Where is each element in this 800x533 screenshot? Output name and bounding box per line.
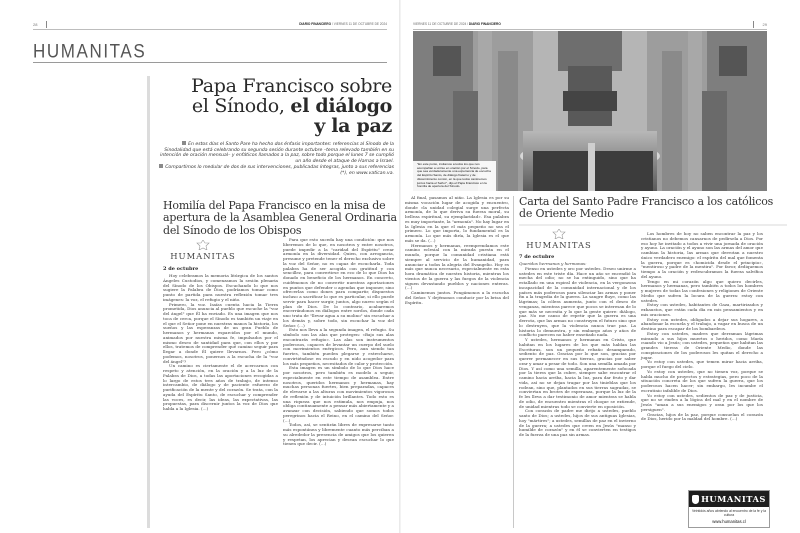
humanitas-logo-right bbox=[519, 229, 599, 250]
letter-column-1 bbox=[519, 262, 636, 438]
logo-wordmark: HUMANITAS bbox=[526, 240, 592, 250]
body-paragraph: Yo estoy con ustedes, sedientos de paz y de justicia, que no se rinden a la lógica del mal y en el nombre de Jesús "aman a sus enemigos y oran por los que los persiguen". bbox=[641, 392, 763, 412]
running-header-left bbox=[33, 20, 387, 30]
running-header-right bbox=[413, 20, 767, 30]
body-paragraph: Estoy con ustedes, habitantes de Gaza, martirizados y exhaustos, que están cada día en mis pensamientos y en mis oraciones. bbox=[641, 302, 763, 317]
column-divider bbox=[513, 196, 514, 528]
ad-tagline: Veintidós años abriendo al encuentro de la fe y la cultura bbox=[691, 509, 767, 518]
lead-paragraph bbox=[156, 164, 394, 176]
page-number-left: 28 bbox=[33, 22, 38, 27]
body-paragraph: Para que esto suceda hay una condición: que nos liberemos de lo que, en nosotros y entre nosotros, puede impedir a la "caridad del Espíritu" crear armonía en la diversidad. Quien, con arrogancia, presume y pretende tener el derecho exclusivo sobre la voz del Señor, no es capaz de escucharla. Toda palabra ha de ser acogida con gratitud y con sencillez, para convertirse en eco de lo que Dios ha donado en beneficio de los hermanos. En concreto, cuidémonos de no convertir nuestras aportaciones en puntos que defender o agendas que imponer, sino ofrecerlas como dones para compartir, dispuestos incluso a sacrificar lo que es particular, si ello puede servir para hacer surgir, juntos, algo nuevo según el plan de Dios. De lo contrario, acabaremos encerrándonos en diálogos entre sordos, donde cada uno trata de "llevar agua a su molino" sin escuchar a los demás y, sobre todo, sin escuchar la voz del Señor. (…) bbox=[283, 237, 394, 328]
crest-icon bbox=[692, 495, 699, 504]
section-rule bbox=[33, 62, 387, 63]
body-paragraph: Esta imagen es un símbolo de lo que Dios hace por nosotros, pero también es modelo a seguir, especialmente en este tiempo de asamblea. Entre nosotros, queridos hermanos y hermanas, hay muchas personas fuertes, bien preparadas, capaces de elevarse a las alturas con movimientos vigorosos de reflexión y de intuición brillantes. Todo esto es una riqueza que nos estimula, nos empuja, nos obliga continuamente a pensar más abiertamente y a avanzar con decisión, sabiendo que somos todos peregrinos hacia el Reino, en el camino del Señor. (…) bbox=[283, 365, 394, 423]
page-headline bbox=[150, 76, 392, 136]
publication-name: DIARIO FINANCIERO bbox=[468, 22, 501, 26]
page-gutter bbox=[399, 0, 401, 533]
headline-line-1: Papa Francisco sobre bbox=[191, 75, 392, 97]
headline-line-2-bold: el diálogo bbox=[290, 95, 392, 117]
body-paragraph: Gracias, hijos de la paz, porque consuelan el corazón de Dios, herido por la maldad del hombre. (…) bbox=[641, 411, 763, 422]
letter-salutation: Queridos hermanos y hermanas: bbox=[519, 261, 587, 266]
basilica-photo bbox=[413, 31, 767, 191]
homily-column-2 bbox=[283, 238, 394, 447]
letter-date: 7 de octubre bbox=[519, 254, 555, 260]
body-paragraph: Yo estoy con ustedes, que temen mirar hacia arriba, porque el fuego del cielo. bbox=[641, 359, 763, 369]
headline-line-2-regular: el Sínodo, bbox=[191, 95, 291, 117]
body-paragraph: Todos, así, se sentirán libres de expresarse tanto más espontánea y libremente cuanto más perciban a su alrededor la presencia de amigos que los quieren y respetan, los aprecian y desean escuchar lo que tienen que decir. (…) bbox=[283, 422, 394, 447]
letter-title: Carta del Santo Padre Francisco a los católicos de Oriente Medio bbox=[519, 195, 774, 221]
title-rule bbox=[519, 224, 787, 226]
body-paragraph: Un camino es ciertamente el de acercarnos con respeto y atención, en la oración y a la luz de la Palabra de Dios, a todas las aportaciones recogidas a lo largo de estos tres años de trabajo, de intenso intercambio, de diálogo y de paciente esfuerzo de purificación de la mente y del corazón. Se trata, con la ayuda del Espíritu Santo, de escuchar y comprender las voces, es decir, las ideas, las expectativas, las propuestas, para discernir juntos la voz de Dios que habla a la Iglesia. (…) bbox=[163, 363, 278, 411]
publication-dateline-right bbox=[413, 22, 501, 26]
headline-line-2 bbox=[150, 96, 392, 116]
header-tick bbox=[46, 21, 47, 28]
lead-text-1: En estos días el Santo Pare ha hecho dos énfasis importantes: referencias al Sínodo de la Sinodalidad que está celebrando su segunda sesión durante octubre –tema relevado también en su intención de oración mensual– y enfáticos llamados a la paz, sobre todo porque el lunes 7 se cumplió un año desde el ataque de Hamas a Israel. bbox=[160, 142, 394, 164]
issue-date: VIERNES 11 DE OCTUBRE DE 2024 / bbox=[413, 22, 469, 26]
body-paragraph: Y ustedes, hermanos y hermanas en Cristo, que habitan en los lugares de los que más hablan las Escrituras, son un pequeño rebaño desamparado, sediento de paz. Gracias por lo que son, gracias por querer permanecer en sus tierras, gracias por saber orar y amar a pesar de todo. Son una semilla amada por Dios. Y así como una semilla, aparentemente sofocada por la tierra que la cubre, siempre sabe encontrar el camino hacia arriba, hacia la luz, para dar fruto y dar vida, así no se dejan tragar por las tinieblas que los rodean, sino que, plantados en sus tierras sagradas, se conviertan en brotes de esperanza, porque la luz de la fe les lleva a dar testimonio de amor mientras se habla de odio, de encuentro mientras el choque se extiende, de unidad mientras todo se convierte en oposición. bbox=[519, 337, 636, 409]
square-bullet-icon bbox=[182, 141, 186, 145]
body-paragraph: Yo estoy con ustedes, que no tienen voz, porque se habla mucho de proyectos y estrategias, pero poco de la situación concreta de los que sufren la guerra, que los poderosos hacen hacer; sin embargo, les incumbe el escrutinio infalible de Dios. bbox=[641, 368, 763, 393]
body-paragraph: Esto nos lleva a la segunda imagen, el refugio. Su símbolo son las alas que protegen: «Bajo sus alas encontrarás refugio». Las alas son instrumentos poderosos, capaces de levantar un cuerpo del suelo con movimientos enérgicos. Pero, aun siendo tan fuertes, también pueden plegarse y estrecharse, convirtiéndose en escudo y en nido acogedor para los más pequeños, necesitados de calor y protección. bbox=[283, 327, 394, 366]
lead-text-2: Compartimos lo medular de dos de sus intervenciones, publicadas íntegras, junto a sus referencias (*), en www.vatican.va. bbox=[165, 165, 394, 176]
page-number-right: 29 bbox=[762, 22, 767, 27]
body-paragraph: Caminemos juntos. Pongámonos a la escucha del Señor. Y dejémonos conducir por la brisa del Espíritu. bbox=[405, 290, 509, 305]
body-paragraph: Hermanos y hermanas, reemprendamos este camino eclesial con la mirada puesta en el mundo, porque la comunidad cristiana está siempre al servicio de la humanidad, para anunciar a todos la alegría del Evangelio. Hoy es más que nunca necesario, especialmente en esta hora dramática de nuestra historia, mientras los vientos de la guerra y las fuegos de la violencia siguen devastando pueblos y naciones enteras. (…) bbox=[405, 242, 509, 291]
crest-icon bbox=[552, 229, 566, 239]
body-paragraph: Tengo en mi corazón algo que quiero decirles, hermanos y hermanas, pero también a todos los hombres y mujeres de todas las confesiones y religiones de Oriente Medio que sufren la locura de la guerra: estoy con ustedes. bbox=[641, 278, 763, 303]
letter-column-2 bbox=[641, 232, 763, 422]
crest-icon bbox=[196, 240, 210, 250]
publication-dateline-left bbox=[299, 22, 387, 26]
publication-name: DIARIO FINANCIERO bbox=[299, 22, 332, 26]
issue-date: / VIERNES 11 DE OCTUBRE DE 2024 bbox=[331, 22, 387, 26]
photo-caption: "En este punto, invitamos a todos los que nos acompañan a unirse en oración por el Sínodo, para que sea verdaderamente una experiencia de escucha del Espíritu Santo, de diálogo fraterno y de discernimiento común, en la que todos caminemos juntos hacia el Señor", dijo el Papa Francisco en la homilía de apertura del Sínodo. bbox=[413, 161, 496, 191]
body-paragraph: Pienso en ustedes y oro por ustedes. Deseo unirme a ustedes en este triste día. Hace un año se encendió la mecha del odio; no se ha extinguido, sino que ha estallado en una espiral de violencia, en la vergonzosa incapacidad de la comunidad internacional y de los países más poderosos para silenciar las armas y poner fin a la tragedia de la guerra. La sangre fluye, como las lágrimas; la cólera aumenta, junto con el deseo de venganza, mientras parece que pocos se interesan de lo que más se necesita y lo que la gente quiere: diálogo, paz. No me canso de repetir que la guerra es una derrota, que las armas no construyen el futuro sino que lo destruyen, que la violencia nunca trae paz. La historia lo demuestra, y sin embargo años y años de conflicto parecen no haber enseñado nada. bbox=[519, 265, 636, 338]
ad-brand: HUMANITAS bbox=[701, 494, 766, 504]
body-paragraph: Hoy celebramos la memoria litúrgica de los santos Ángeles Custodios, y comenzamos la sesión plenaria del Sínodo de los Obispos. Escuchando lo que nos sugiere la Palabra de Dios, podríamos tomar como punto de partida para nuestra reflexión tomar tres imágenes: la voz, el refugio y el niño. bbox=[163, 273, 278, 302]
homily-title: Homilía del Papa Francisco en la misa de apertura de la Asamblea General Ordinaria del Sínodo de los Obispos bbox=[163, 199, 397, 237]
body-paragraph: Al final, pasamos al niño. La Iglesia es por su misma vocación lugar de acogida y encuentro, donde «la unidad colegial surge una perfecta armonía, de lo que deriva su fuerza moral, su belleza espiritual, su ejemplaridad». Esa palabra es muy importante, la "armonía". No hay lugar en la Iglesia en la que el más pequeño no sea el primero. Lo que importa, lo fundamental es la armonía. Lo que más diría, la Iglesia es el que más se da. (…) bbox=[405, 195, 509, 243]
ad-url-link[interactable]: www.humanitas.cl bbox=[712, 518, 746, 524]
logo-wordmark: HUMANITAS bbox=[170, 251, 236, 261]
margin-bar bbox=[147, 76, 150, 528]
ad-banner bbox=[689, 491, 769, 507]
lead-paragraph bbox=[156, 141, 394, 164]
body-paragraph: Con corazón de padre me dirijo a ustedes, pueblo santo de Dios; a ustedes, hijos de sus antiguas Iglesias, hoy "mártires"; a ustedes, semillas de paz en el invierno de la guerra; a ustedes que creen en Jesús "manso y humilde de corazón" y en él se convierten en testigos de la fuerza de una paz sin armas. bbox=[519, 408, 636, 437]
humanitas-logo-left bbox=[163, 240, 243, 261]
homily-column-1 bbox=[163, 274, 278, 412]
humanitas-advertisement[interactable] bbox=[688, 490, 770, 528]
lead-summary bbox=[156, 141, 394, 177]
headline-line-3: y la paz bbox=[314, 115, 392, 137]
header-tick bbox=[753, 21, 754, 28]
square-bullet-icon bbox=[159, 164, 163, 168]
body-paragraph: Estoy con ustedes, obligados a dejar sus hogares, a abandonar la escuela y el trabajo, a vagar en busca de un destino para escapar de los bombardeos. bbox=[641, 316, 763, 331]
homily-column-3 bbox=[405, 196, 509, 305]
body-paragraph: Los hombres de hoy no saben encontrar la paz y los cristianos no debemos cansarnos de pedírsela a Dios. Por eso hoy he invitado a todos a vivir una jornada de oración y ayuno. La oración y el ayuno son las armas del amor que cambian la historia, las armas que derrotan a nuestro único verdadero enemigo: el espíritu del mal que fomenta la guerra, porque es «homicida desde el principio», "mentiroso y padre de la mentira". Por favor, dediquemos tiempo a la oración y redescubramos la fuerza salvífica del ayuno. bbox=[641, 231, 763, 279]
section-title: HUMANITAS bbox=[33, 40, 147, 62]
body-paragraph: Estoy con ustedes, madres que derraman lágrimas mirando a sus hijos muertos o heridos, como María cuando vio a Jesús; con ustedes, pequeños que habitan las grandes tierras de Oriente Medio, donde las conspiraciones de los poderosos les quitan el derecho a jugar. bbox=[641, 330, 763, 360]
body-paragraph: Primero, la voz. Isaías cuenta hacia la Tierra prometida, Dios anuncia al pueblo que escuche la "voz del ángel" que Él ha enviado. Es una imagen que nos toca de cerca, porque el Sínodo es también un viaje en el que el Señor pone en nuestras manos la historia, los sueños y las esperanzas de un gran Pueblo de hermanos y hermanas esparcidos por el mundo, animados por nuestra misma fe, impulsados por el mismo deseo de santidad para que, con ellos y por ellos, tratemos de comprender qué camino seguir para llegar a donde Él quiere llevarnos. Pero ¿cómo podemos, nosotros, ponernos a la escucha de la "voz del ángel"? bbox=[163, 301, 278, 364]
homily-date: 2 de octubre bbox=[163, 266, 199, 272]
